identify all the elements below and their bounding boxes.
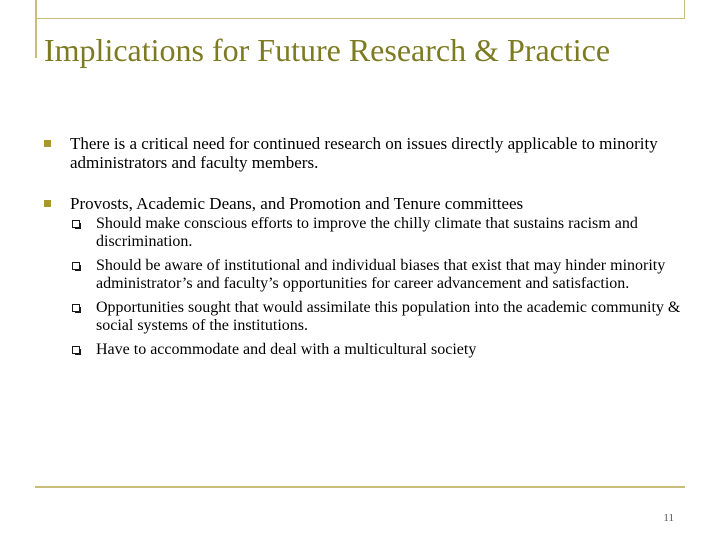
square-bullet-icon xyxy=(44,140,51,147)
hollow-square-bullet-icon xyxy=(72,262,80,270)
sub-bullet-item xyxy=(70,257,684,293)
square-bullet-icon xyxy=(44,200,51,207)
sub-bullet-text: Should be aware of institutional and individual biases that exist that may hinder minority administrator’s and faculty’s opportunities for career advancement and satisfaction. xyxy=(96,257,666,292)
sub-bullet-item xyxy=(70,341,684,359)
hollow-square-bullet-icon xyxy=(72,304,80,312)
bullet-text: Provosts, Academic Deans, and Promotion and Tenure committees xyxy=(70,194,524,213)
sub-bullet-text: Opportunities sought that would assimilate this population into the academic community & social systems of the institutions. xyxy=(96,299,681,334)
right-accent-line xyxy=(684,0,685,19)
bullet-item xyxy=(44,194,684,359)
page-number: 11 xyxy=(663,512,674,524)
slide-body xyxy=(44,134,684,381)
sub-bullet-list xyxy=(70,215,684,359)
sub-bullet-item xyxy=(70,299,684,335)
sub-bullet-text: Should make conscious efforts to improve the chilly climate that sustains racism and discrimination. xyxy=(96,215,638,250)
left-accent-line xyxy=(35,0,37,58)
slide-title: Implications for Future Research & Practice xyxy=(44,32,611,68)
hollow-square-bullet-icon xyxy=(72,220,80,228)
top-rule xyxy=(35,18,685,19)
sub-bullet-item xyxy=(70,215,684,251)
hollow-square-bullet-icon xyxy=(72,346,80,354)
bullet-item xyxy=(44,134,684,172)
sub-bullet-text: Have to accommodate and deal with a multicultural society xyxy=(96,341,477,358)
bottom-rule xyxy=(35,486,685,488)
bullet-text: There is a critical need for continued research on issues directly applicable to minority administrators and faculty members. xyxy=(70,134,658,172)
